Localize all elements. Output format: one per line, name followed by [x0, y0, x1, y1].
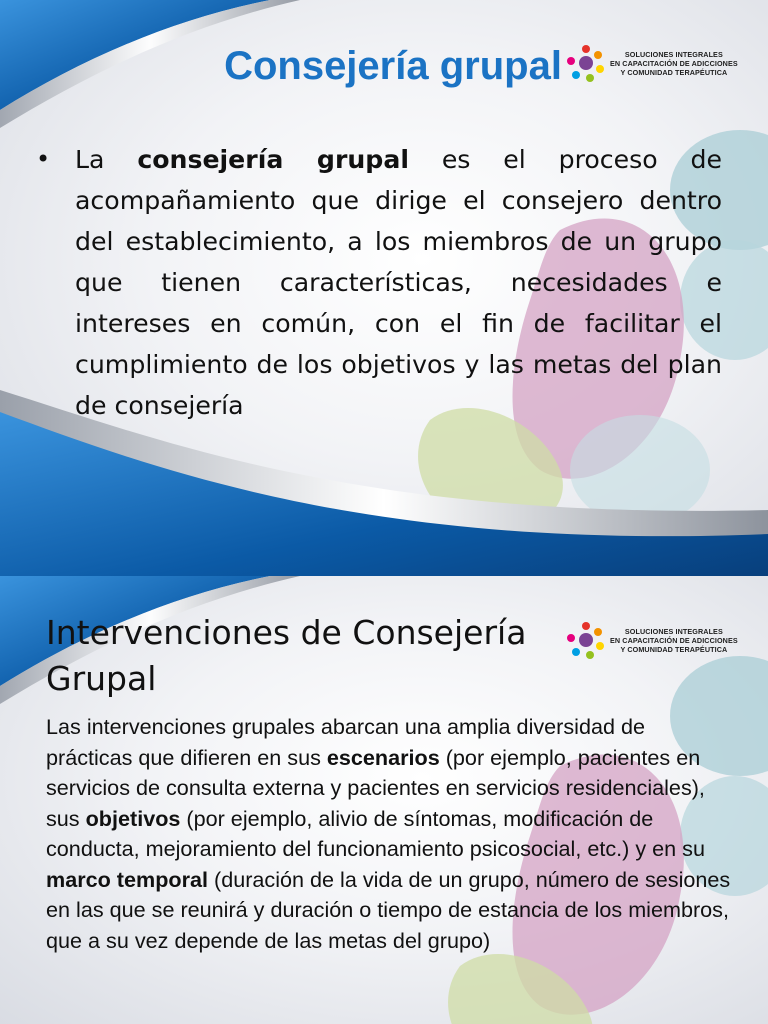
bullet-prefix: La: [75, 145, 105, 174]
slide-1-title: Consejería grupal: [224, 44, 562, 88]
slide-2-body: [46, 712, 736, 956]
bullet-dot: •: [36, 145, 51, 173]
logo-line-2: EN CAPACITACIÓN DE ADICCIONES: [610, 635, 738, 645]
body-text: (duración de la vida de un grupo, número de sesiones en las que se reunirá y duración o tiempo de estancia de los miembros, que a su vez depende de las metas del grupo): [46, 866, 731, 953]
logo-line-1: SOLUCIONES INTEGRALES: [624, 626, 723, 636]
bullet-item: [36, 139, 722, 426]
logo-line-1: SOLUCIONES INTEGRALES: [624, 49, 723, 59]
teal-shape: [570, 415, 710, 525]
slide-2-title-line-2: Grupal: [46, 659, 157, 698]
logo-line-3: Y COMUNIDAD TERAPÉUTICA: [620, 67, 728, 77]
body-text: Las intervenciones grupales abarcan una amplia diversidad de prácticas que difieren en sus: [46, 714, 646, 770]
slide-2: [0, 576, 768, 1024]
body-bold-term: marco temporal: [46, 866, 209, 892]
slide-2-title-line-1: Intervenciones de Consejería: [46, 613, 527, 652]
company-logo: [566, 620, 738, 660]
logo-line-2: EN CAPACITACIÓN DE ADICCIONES: [610, 58, 738, 68]
logo-text: [610, 50, 738, 77]
bullet-list: [36, 139, 722, 426]
people-circle-logo-icon: [566, 620, 606, 660]
slide-2-title: [46, 610, 526, 702]
bullet-bold-term: consejería grupal: [137, 145, 409, 174]
logo-line-3: Y COMUNIDAD TERAPÉUTICA: [620, 644, 728, 654]
body-text: (por ejemplo, alivio de síntomas, modificación de conducta, mejoramiento del funcionamiento psicosocial, etc.) y en su: [46, 805, 705, 861]
company-logo: [566, 43, 738, 83]
logo-text: [610, 627, 738, 654]
bullet-text: es el proceso de acompañamiento que dirige el consejero dentro del establecimiento, a los miembros de un grupo que tienen características, necesidades e intereses en común, con el fin de facilitar el cumplimiento de los objetivos y las metas del plan de consejería: [75, 145, 722, 420]
body-bold-term: objetivos: [85, 805, 181, 831]
body-text: (por ejemplo, pacientes en servicios de consulta externa y pacientes en servicios residenciales), sus: [46, 744, 705, 831]
body-bold-term: escenarios: [326, 744, 440, 770]
people-circle-logo-icon: [566, 43, 606, 83]
